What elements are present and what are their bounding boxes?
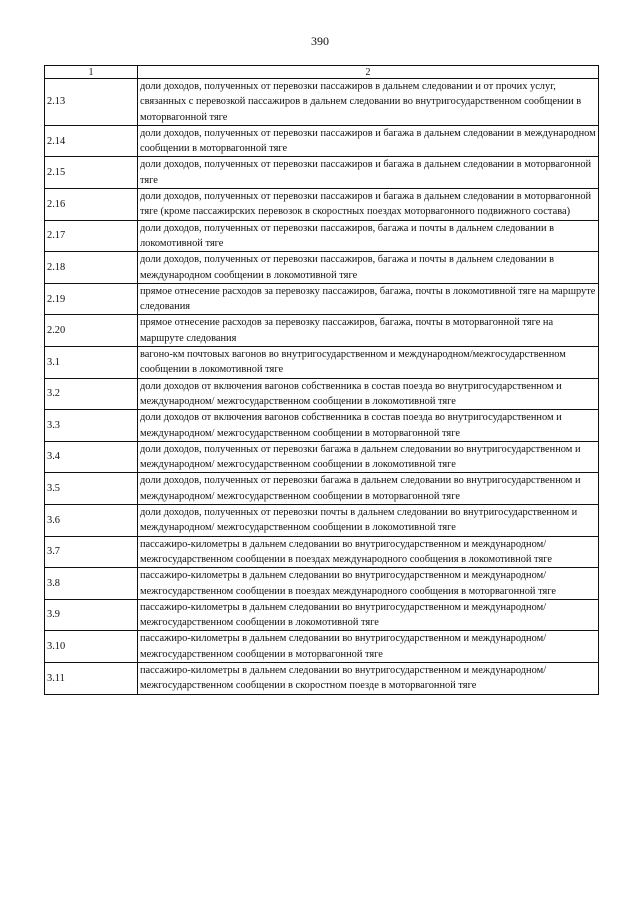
row-code: 3.8 <box>45 568 138 600</box>
row-code: 2.17 <box>45 220 138 252</box>
row-code: 3.4 <box>45 441 138 473</box>
row-description: пассажиро-километры в дальнем следовании во внутригосударственном и международном/ межгосударственном сообщении в поездах международного сообщения в моторвагонной тяге <box>138 568 599 600</box>
row-code: 2.19 <box>45 283 138 315</box>
row-code: 3.10 <box>45 631 138 663</box>
row-description: доли доходов, полученных от перевозки пассажиров и багажа в дальнем следовании в моторвагонной тяге (кроме пассажирских перевозок в скоростных поездах моторвагонного подвижного состава) <box>138 189 599 221</box>
row-description: доли доходов, полученных от перевозки пассажиров в дальнем следовании и от прочих услуг, связанных с перевозкой пассажиров в дальнем следовании во внутригосударственном сообщении в моторвагонной тяге <box>138 79 599 126</box>
table-row <box>45 631 599 663</box>
table-header-row <box>45 66 599 79</box>
table-row <box>45 536 599 568</box>
table-row <box>45 505 599 537</box>
table-row <box>45 79 599 126</box>
table-row <box>45 599 599 631</box>
table-row <box>45 568 599 600</box>
row-code: 2.20 <box>45 315 138 347</box>
row-code: 3.9 <box>45 599 138 631</box>
row-description: прямое отнесение расходов за перевозку пассажиров, багажа, почты в моторвагонной тяге на маршруте следования <box>138 315 599 347</box>
table-row <box>45 220 599 252</box>
table-row <box>45 662 599 694</box>
table-row <box>45 189 599 221</box>
row-code: 2.16 <box>45 189 138 221</box>
page-number: 390 <box>311 34 329 48</box>
column-header-2: 2 <box>138 66 599 79</box>
row-code: 2.15 <box>45 157 138 189</box>
table-row <box>45 378 599 410</box>
table-row <box>45 347 599 379</box>
row-code: 3.3 <box>45 410 138 442</box>
row-description: доли доходов от включения вагонов собственника в состав поезда во внутригосударственном и международном/ межгосударственном сообщении в моторвагонной тяге <box>138 410 599 442</box>
table-row <box>45 283 599 315</box>
table-row <box>45 157 599 189</box>
table-row <box>45 473 599 505</box>
row-description: прямое отнесение расходов за перевозку пассажиров, багажа, почты в локомотивной тяге на маршруте следования <box>138 283 599 315</box>
row-code: 3.5 <box>45 473 138 505</box>
table-row <box>45 441 599 473</box>
row-code: 3.2 <box>45 378 138 410</box>
column-header-1: 1 <box>45 66 138 79</box>
row-description: пассажиро-километры в дальнем следовании во внутригосударственном и международном/межгосударственном сообщении в локомотивной тяге <box>138 599 599 631</box>
table-row <box>45 252 599 284</box>
row-code: 3.7 <box>45 536 138 568</box>
row-code: 2.13 <box>45 79 138 126</box>
row-description: доли доходов, полученных от перевозки багажа в дальнем следовании во внутригосударственном и международном/ межгосударственном сообщении в моторвагонной тяге <box>138 473 599 505</box>
row-description: вагоно-км почтовых вагонов во внутригосударственном и международном/межгосударственном сообщении в локомотивной тяге <box>138 347 599 379</box>
table-row <box>45 410 599 442</box>
row-description: доли доходов, полученных от перевозки пассажиров, багажа и почты в дальнем следовании в международном сообщении в локомотивной тяге <box>138 252 599 284</box>
row-description: пассажиро-километры в дальнем следовании во внутригосударственном и международном/межгосударственном сообщении в скоростном поезде в моторвагонной тяге <box>138 662 599 694</box>
row-description: доли доходов, полученных от перевозки багажа в дальнем следовании во внутригосударственном и международном/ межгосударственном сообщении в локомотивной тяге <box>138 441 599 473</box>
table-row <box>45 315 599 347</box>
row-description: доли доходов, полученных от перевозки пассажиров и багажа в дальнем следовании в международном сообщении в моторвагонной тяге <box>138 125 599 157</box>
row-description: пассажиро-километры в дальнем следовании во внутригосударственном и международном/межгосударственном сообщении в моторвагонной тяге <box>138 631 599 663</box>
row-code: 3.6 <box>45 505 138 537</box>
row-description: доли доходов, полученных от перевозки пассажиров, багажа и почты в дальнем следовании в локомотивной тяге <box>138 220 599 252</box>
row-description: доли доходов от включения вагонов собственника в состав поезда во внутригосударственном и международном/ межгосударственном сообщении в локомотивной тяге <box>138 378 599 410</box>
row-code: 2.18 <box>45 252 138 284</box>
document-table <box>44 65 599 695</box>
row-description: доли доходов, полученных от перевозки пассажиров и багажа в дальнем следовании в моторвагонной тяге <box>138 157 599 189</box>
row-code: 3.11 <box>45 662 138 694</box>
row-code: 2.14 <box>45 125 138 157</box>
row-description: пассажиро-километры в дальнем следовании во внутригосударственном и международном/ межгосударственном сообщении в поездах международного сообщения в локомотивной тяге <box>138 536 599 568</box>
row-code: 3.1 <box>45 347 138 379</box>
table-row <box>45 125 599 157</box>
row-description: доли доходов, полученных от перевозки почты в дальнем следовании во внутригосударственном и международном/ межгосударственном сообщении в локомотивной тяге <box>138 505 599 537</box>
